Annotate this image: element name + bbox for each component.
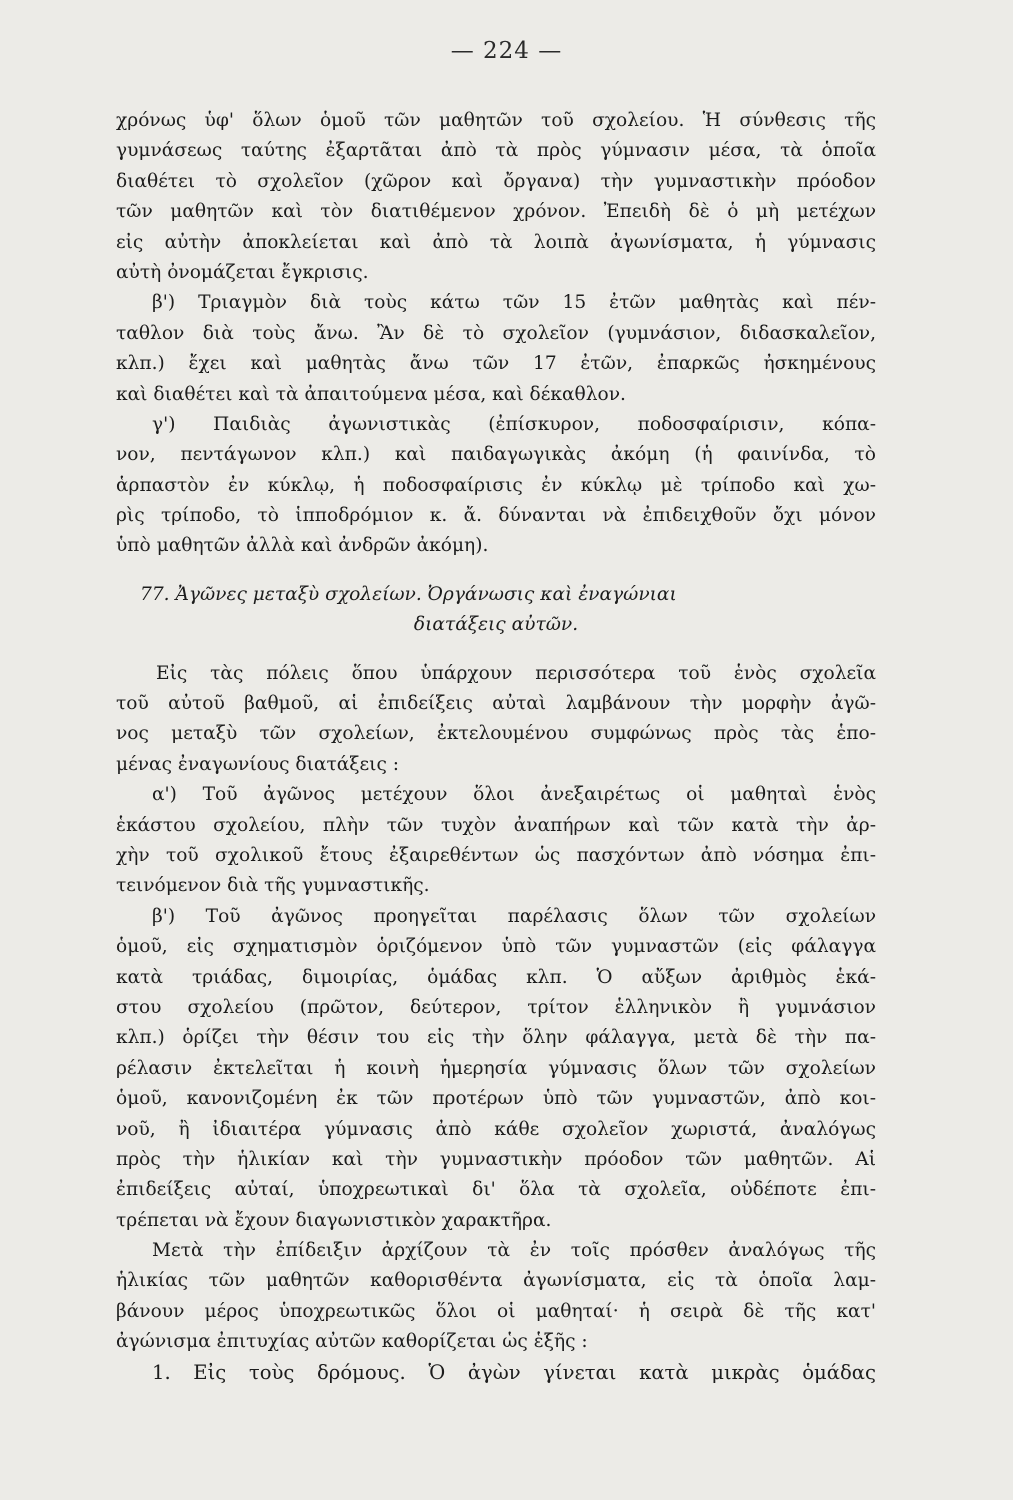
section-gap (116, 562, 876, 580)
text-line: ἀγώνισμα ἐπιτυχίας αὐτῶν καθορίζεται ὡς ἑξῆς : (116, 1331, 588, 1353)
page-number: — 224 — (450, 38, 563, 64)
text-line: ὑπὸ μαθητῶν ἀλλὰ καὶ ἀνδρῶν ἀκόμη). (116, 535, 489, 557)
section-gap (116, 641, 876, 659)
text-line: γυμνάσεως ταύτης ἐξαρτᾶται ἀπὸ τὰ πρὸς γύμνασιν μέσα, τὰ ὁποῖα (116, 140, 876, 162)
text-line: διαθέτει τὸ σχολεῖον (χῶρον καὶ ὄργανα) τὴν γυμναστικὴν πρόοδον (116, 170, 876, 192)
text-line: κλπ.) ἔχει καὶ μαθητὰς ἄνω τῶν 17 ἐτῶν, ἐπαρκῶς ἠσκημένους (116, 353, 876, 375)
text-line: γ') Παιδιὰς ἀγωνιστικὰς (ἐπίσκυρον, ποδοσφαίρισιν, κόπα- (152, 413, 876, 435)
text-line: πρὸς τὴν ἡλικίαν καὶ τὴν γυμναστικὴν πρόοδον τῶν μαθητῶν. Αἱ (116, 1148, 876, 1170)
text-line: α') Τοῦ ἀγῶνος μετέχουν ὅλοι ἀνεξαιρέτως οἱ μαθηταὶ ἑνὸς (152, 784, 876, 806)
text-line: καὶ διαθέτει καὶ τὰ ἀπαιτούμενα μέσα, καὶ δέκαθλον. (116, 383, 626, 405)
text-line: νον, πεντάγωνον κλπ.) καὶ παιδαγωγικὰς ἀκόμη (ἡ φαινίνδα, τὸ (116, 444, 876, 466)
text-line: ἁρπαστὸν ἐν κύκλῳ, ἡ ποδοσφαίρισις ἐν κύκλῳ μὲ τρίποδο καὶ χω- (116, 474, 876, 496)
text-line: χὴν τοῦ σχολικοῦ ἔτους ἐξαιρεθέντων ὡς πασχόντων ἀπὸ νόσημα ἐπι- (116, 844, 876, 866)
text-line: β') Τριαγμὸν διὰ τοὺς κάτω τῶν 15 ἐτῶν μαθητὰς καὶ πέν- (152, 292, 876, 314)
text-line: μένας ἐναγωνίους διατάξεις : (116, 753, 400, 775)
text-line: ταθλον διὰ τοὺς ἄνω. Ἂν δὲ τὸ σχολεῖον (γυμνάσιον, διδασκαλεῖον, (116, 322, 876, 344)
text-line: Εἰς τὰς πόλεις ὅπου ὑπάρχουν περισσότερα τοῦ ἑνὸς σχολεῖα (156, 662, 876, 684)
text-line: ἑκάστου σχολείου, πλὴν τῶν τυχὸν ἀναπήρων καὶ τῶν κατὰ τὴν ἀρ- (116, 814, 876, 836)
text-line: αὐτὴ ὀνομάζεται ἔγκρισις. (116, 261, 369, 283)
text-line: κλπ.) ὁρίζει τὴν θέσιν του εἰς τὴν ὅλην φάλαγγα, μετὰ δὲ τὴν πα- (116, 1027, 876, 1049)
text-line: β') Τοῦ ἀγῶνος προηγεῖται παρέλασις ὅλων τῶν σχολείων (152, 905, 876, 927)
text-line: κατὰ τριάδας, διμοιρίας, ὁμάδας κλπ. Ὁ αὔξων ἀριθμὸς ἑκά- (116, 966, 876, 988)
text-line: στου σχολείου (πρῶτον, δεύτερον, τρίτον ἑλληνικὸν ἢ γυμνάσιον (116, 996, 876, 1018)
text-line: ἡλικίας τῶν μαθητῶν καθορισθέντα ἀγωνίσματα, εἰς τὰ ὁποῖα λαμ- (116, 1270, 876, 1292)
text-line: εἰς αὐτὴν ἀποκλείεται καὶ ἀπὸ τὰ λοιπὰ ἀγωνίσματα, ἡ γύμνασις (116, 231, 876, 253)
text-line: ρέλασιν ἐκτελεῖται ἡ κοινὴ ἡμερησία γύμνασις ὅλων τῶν σχολείων (116, 1057, 876, 1079)
text-line: νοῦ, ἢ ἰδιαιτέρα γύμνασις ἀπὸ κάθε σχολεῖον χωριστά, ἀναλόγως (116, 1118, 876, 1140)
text-line: ὁμοῦ, κανονιζομένη ἐκ τῶν προτέρων ὑπὸ τῶν γυμναστῶν, ἀπὸ κοι- (116, 1088, 876, 1110)
body-text (116, 106, 876, 1388)
text-line: ἐπιδείξεις αὐταί, ὑποχρεωτικαὶ δι' ὅλα τὰ σχολεῖα, οὐδέποτε ἐπι- (116, 1179, 876, 1201)
text-line: ὁμοῦ, εἰς σχηματισμὸν ὁριζόμενον ὑπὸ τῶν γυμναστῶν (εἰς φάλαγγα (116, 936, 876, 958)
text-line: 1. Εἰς τοὺς δρόμους. Ὁ ἀγὼν γίνεται κατὰ μικρὰς ὁμάδας (152, 1360, 876, 1384)
text-line: τρέπεται νὰ ἔχουν διαγωνιστικὸν χαρακτῆρα. (116, 1209, 552, 1231)
section-heading: 77. Ἀγῶνες μεταξὺ σχολείων. Ὀργάνωσις καὶ ἐναγώνιαι (140, 583, 677, 605)
section-heading-continued: διατάξεις αὐτῶν. (413, 614, 579, 636)
text-line: τεινόμενον διὰ τῆς γυμναστικῆς. (116, 875, 430, 897)
text-line: τοῦ αὐτοῦ βαθμοῦ, αἱ ἐπιδείξεις αὐταὶ λαμβάνουν τὴν μορφὴν ἀγῶ- (116, 693, 876, 715)
text-line: Μετὰ τὴν ἐπίδειξιν ἀρχίζουν τὰ ἐν τοῖς πρόσθεν ἀναλόγως τῆς (152, 1240, 876, 1262)
text-line: νος μεταξὺ τῶν σχολείων, ἐκτελουμένου συμφώνως πρὸς τὰς ἑπο- (116, 723, 876, 745)
text-line: τῶν μαθητῶν καὶ τὸν διατιθέμενον χρόνον. Ἐπειδὴ δὲ ὁ μὴ μετέχων (116, 201, 876, 223)
text-line: χρόνως ὑφ' ὅλων ὁμοῦ τῶν μαθητῶν τοῦ σχολείου. Ἡ σύνθεσις τῆς (116, 110, 876, 131)
text-line: ρὶς τρίποδο, τὸ ἱπποδρόμιον κ. ἄ. δύνανται νὰ ἐπιδειχθοῦν ὄχι μόνον (116, 505, 876, 527)
text-line: βάνουν μέρος ὑποχρεωτικῶς ὅλοι οἱ μαθηταί· ἡ σειρὰ δὲ τῆς κατ' (116, 1300, 876, 1322)
